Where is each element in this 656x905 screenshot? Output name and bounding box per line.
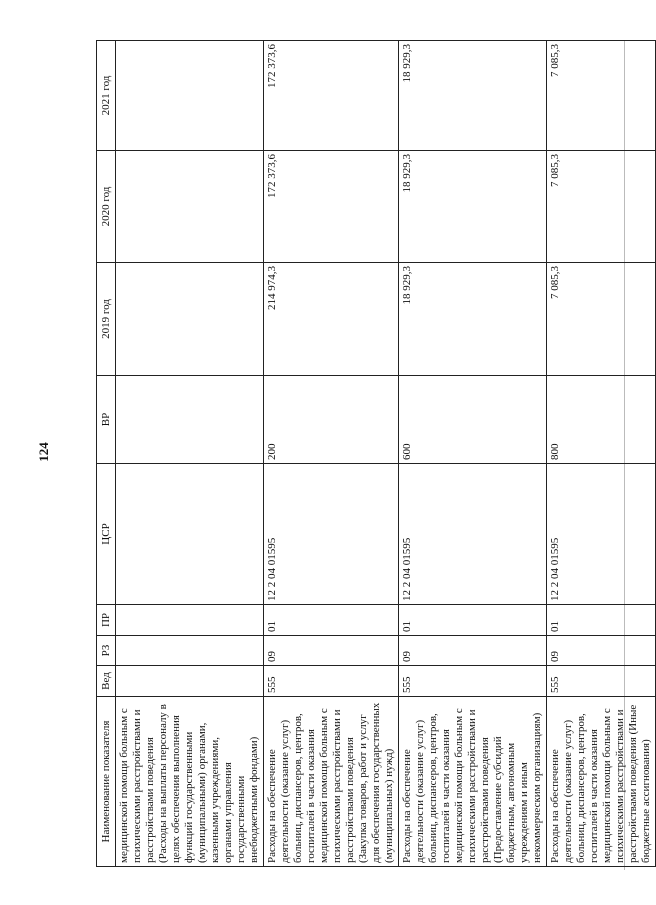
cell-2019: 214 974,3: [264, 263, 399, 376]
cell-rz: [116, 636, 264, 666]
cell-2020: 172 373,6: [264, 151, 399, 263]
rotated-table-area: [96, 41, 652, 867]
cell-csr: [116, 464, 264, 605]
header-vr: ВР: [97, 376, 116, 464]
cell-2021: 172 373,6: [264, 41, 399, 151]
header-row: [97, 41, 116, 867]
header-csr: ЦСР: [97, 464, 116, 605]
cell-ved: [116, 666, 264, 697]
row-name: Расходы на обеспечение деятельности (оказание услуг) больниц, диспансеров, центров, госпиталей в части оказания медицинской помощи больным с психическими расстройствами и расстройствами поведения (Закупка товаров, работ и услуг для обеспечения государственных (муниципальных) нужд): [264, 697, 399, 867]
cell-ved: 555: [399, 666, 547, 697]
header-ved: Вед: [97, 666, 116, 697]
header-pr: ПР: [97, 605, 116, 636]
cell-vr: 200: [264, 376, 399, 464]
cell-pr: 01: [547, 605, 656, 636]
cell-vr: [116, 376, 264, 464]
cell-pr: 01: [399, 605, 547, 636]
table-row: [264, 41, 399, 867]
cell-2019: 18 929,3: [399, 263, 547, 376]
header-name: Наименование показателя: [97, 697, 116, 867]
row-name: Расходы на обеспечение деятельности (оказание услуг) больниц, диспансеров, центров, госпиталей в части оказания медицинской помощи больным с психическими расстройствами и расстройствами поведения (Предоставление субсидий бюджетным, автономным учреждениям и иным некоммерческим организациям): [399, 697, 547, 867]
row-name: Расходы на обеспечение деятельности (оказание услуг) больниц, диспансеров, центров, госпиталей в части оказания медицинской помощи больным с психическими расстройствами и расстройствами поведения (Иные бюджетные ассигнования): [547, 697, 656, 867]
header-2019: 2019 год: [97, 263, 116, 376]
budget-table: [96, 40, 656, 867]
cell-2021: [116, 41, 264, 151]
table-row: [399, 41, 547, 867]
cell-pr: [116, 605, 264, 636]
cell-pr: 01: [264, 605, 399, 636]
cell-2020: 7 085,3: [547, 151, 656, 263]
cell-2020: [116, 151, 264, 263]
cell-csr: 12 2 04 01595: [547, 464, 656, 605]
header-2021: 2021 год: [97, 41, 116, 151]
cell-ved: 555: [264, 666, 399, 697]
cell-csr: 12 2 04 01595: [399, 464, 547, 605]
cell-2019: 7 085,3: [547, 263, 656, 376]
cell-rz: 09: [547, 636, 656, 666]
header-rz: РЗ: [97, 636, 116, 666]
cell-ved: 555: [547, 666, 656, 697]
cell-2021: 7 085,3: [547, 41, 656, 151]
header-2020: 2020 год: [97, 151, 116, 263]
cell-csr: 12 2 04 01595: [264, 464, 399, 605]
table-row: [547, 41, 656, 867]
cell-rz: 09: [264, 636, 399, 666]
table-row: [116, 41, 264, 867]
page-number: 124: [36, 442, 51, 462]
row-name: медицинской помощи больным с психическими расстройствами и расстройствами поведения (Расходы на выплаты персоналу в целях обеспечения выполнения функций государственными (муниципальными) органами, казенными учреждениями, органами управления государственными внебюджетными фондами): [116, 697, 264, 867]
cell-vr: 600: [399, 376, 547, 464]
cell-2021: 18 929,3: [399, 41, 547, 151]
cell-2019: [116, 263, 264, 376]
cell-rz: 09: [399, 636, 547, 666]
cell-vr: 800: [547, 376, 656, 464]
cell-2020: 18 929,3: [399, 151, 547, 263]
